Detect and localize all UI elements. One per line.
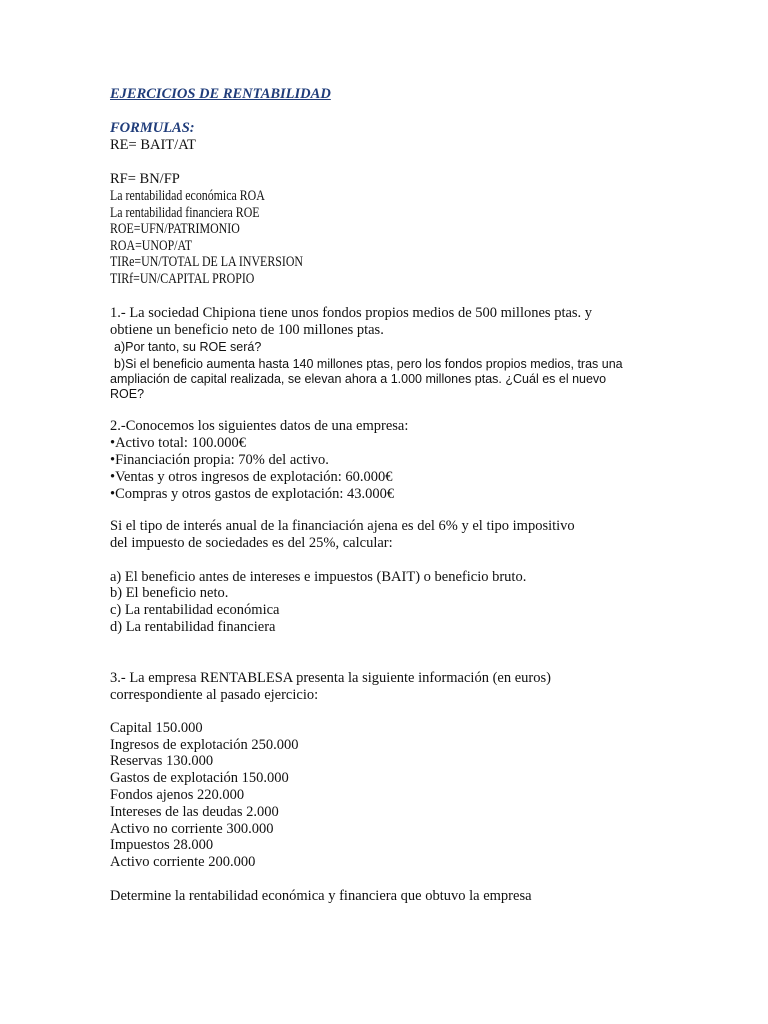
- exercise2-question: a) El beneficio antes de intereses e impuestos (BAIT) o beneficio bruto.: [110, 569, 527, 585]
- exercise3-item: Capital 150.000: [110, 720, 203, 736]
- formula-line: RF= BN/FP: [110, 171, 180, 187]
- exercise3-item: Fondos ajenos 220.000: [110, 787, 245, 803]
- exercise2-intro: 2.-Conocemos los siguientes datos de una empresa:: [110, 418, 409, 434]
- page-title: EJERCICIOS DE RENTABILIDAD: [110, 86, 331, 102]
- formula-line: ROE=UFN/PATRIMONIO: [110, 221, 240, 237]
- exercise1-line: obtiene un beneficio neto de 100 millones ptas.: [110, 322, 384, 338]
- exercise2-bullet: •Activo total: 100.000€: [110, 435, 246, 451]
- formula-line: La rentabilidad económica ROA: [110, 188, 265, 204]
- exercise1-question-b: b)Si el beneficio aumenta hasta 140 millones ptas, pero los fondos propios medios, tras una: [114, 357, 623, 371]
- exercise1-line: ampliación de capital realizada, se elevan ahora a 1.000 millones ptas. ¿Cuál es el nuevo: [110, 372, 607, 386]
- exercise2-question: c) La rentabilidad económica: [110, 602, 280, 618]
- exercise3-item: Activo corriente 200.000: [110, 854, 256, 870]
- exercise2-bullet: •Ventas y otros ingresos de explotación: 60.000€: [110, 469, 393, 485]
- exercise3-item: Activo no corriente 300.000: [110, 821, 274, 837]
- exercise1-line: 1.- La sociedad Chipiona tiene unos fondos propios medios de 500 millones ptas. y: [110, 305, 593, 321]
- formulas-heading: FORMULAS:: [110, 120, 195, 136]
- formula-line: TIRe=UN/TOTAL DE LA INVERSION: [110, 254, 304, 270]
- exercise1-question-a: a)Por tanto, su ROE será?: [114, 340, 262, 354]
- formula-line: ROA=UNOP/AT: [110, 238, 193, 254]
- exercise3-item: Impuestos 28.000: [110, 837, 214, 853]
- exercise3-question: Determine la rentabilidad económica y financiera que obtuvo la empresa: [110, 888, 532, 904]
- exercise3-intro: 3.- La empresa RENTABLESA presenta la siguiente información (en euros): [110, 670, 551, 686]
- exercise1-line: ROE?: [110, 387, 145, 401]
- exercise2-bullet: •Compras y otros gastos de explotación: 43.000€: [110, 486, 395, 502]
- exercise2-statement: del impuesto de sociedades es del 25%, calcular:: [110, 535, 393, 551]
- exercise3-item: Ingresos de explotación 250.000: [110, 737, 299, 753]
- formula-line: TIRf=UN/CAPITAL PROPIO: [110, 271, 255, 287]
- formula-line: RE= BAIT/AT: [110, 137, 196, 153]
- exercise3-item: Reservas 130.000: [110, 753, 214, 769]
- exercise3-item: Intereses de las deudas 2.000: [110, 804, 279, 820]
- exercise3-intro: correspondiente al pasado ejercicio:: [110, 687, 319, 703]
- exercise2-question: b) El beneficio neto.: [110, 585, 229, 601]
- formula-line: La rentabilidad financiera ROE: [110, 205, 260, 221]
- exercise2-bullet: •Financiación propia: 70% del activo.: [110, 452, 329, 468]
- exercise2-statement: Si el tipo de interés anual de la financiación ajena es del 6% y el tipo impositivo: [110, 518, 575, 534]
- exercise2-question: d) La rentabilidad financiera: [110, 619, 276, 635]
- exercise3-item: Gastos de explotación 150.000: [110, 770, 289, 786]
